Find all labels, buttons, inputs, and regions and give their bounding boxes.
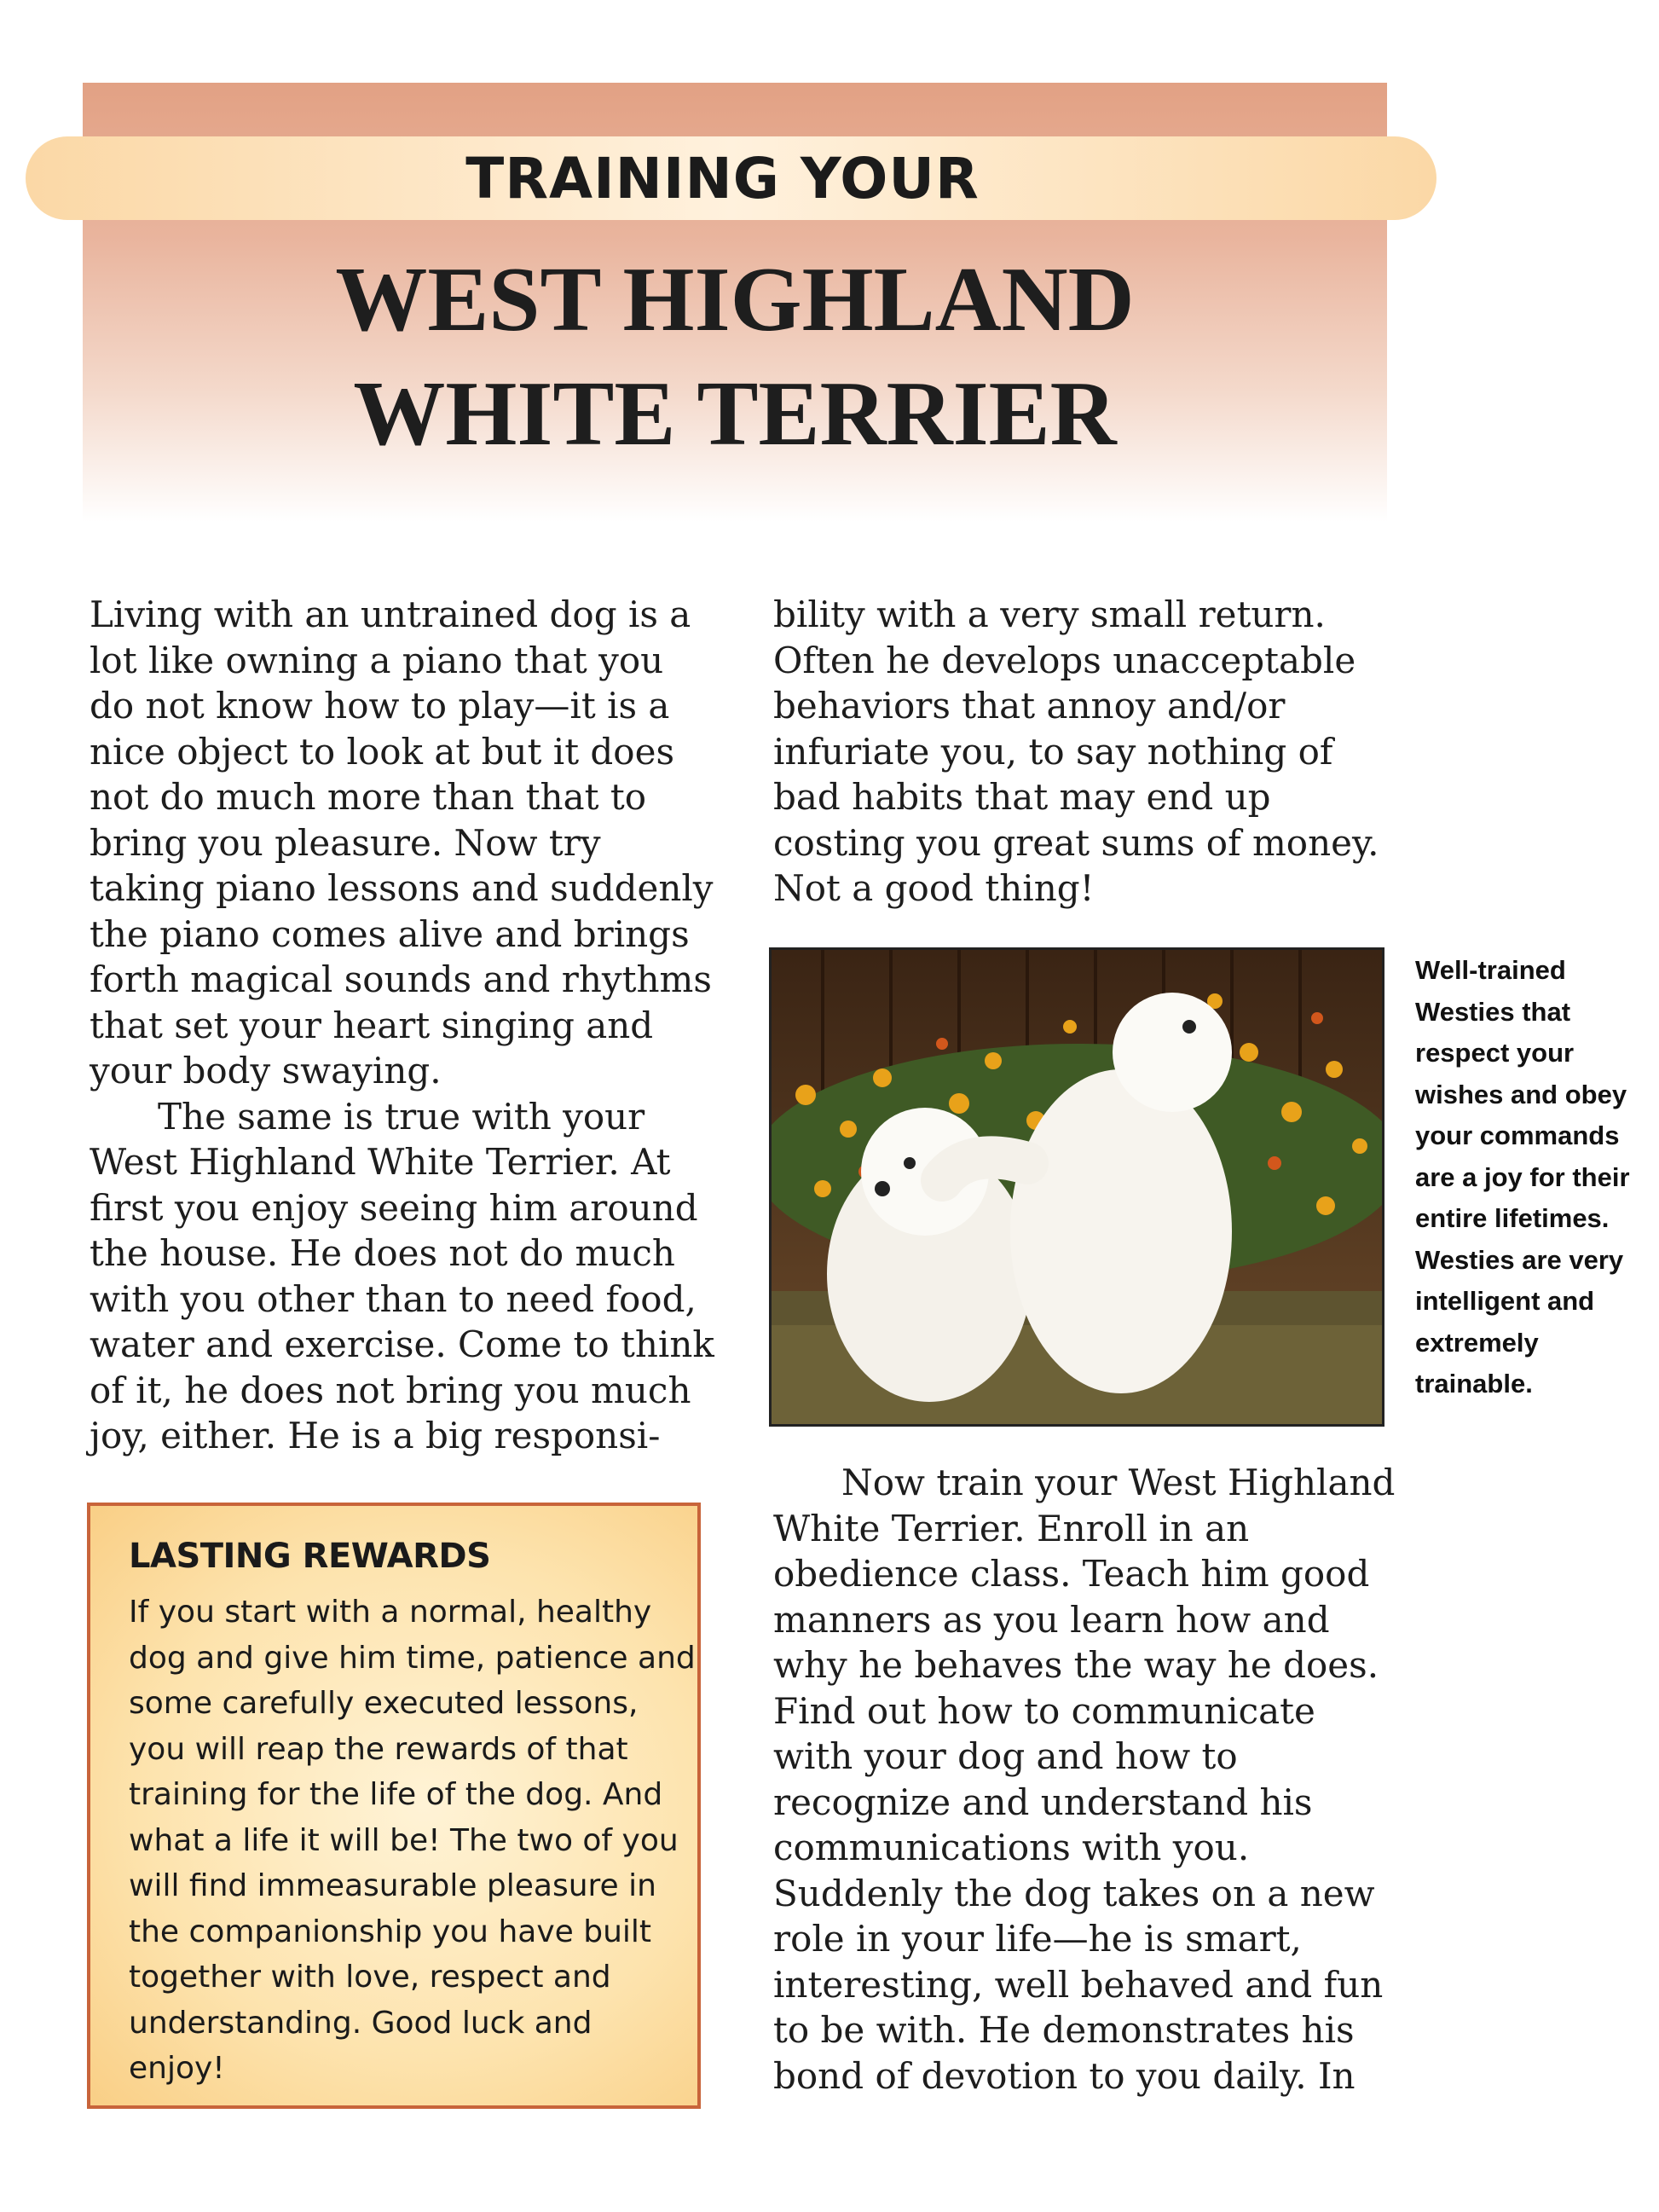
text-line: behaviors that annoy and/or [773,685,1286,727]
text-line: the companionship you have built [129,1914,652,1949]
text-line: your commands [1415,1120,1620,1150]
text-line: that set your heart singing and [90,1004,654,1046]
text-line: what a life it will be! The two of you [129,1822,679,1858]
text-line: Well-trained [1415,955,1566,985]
text-line: entire lifetimes. [1415,1203,1610,1233]
text-line: forth magical sounds and rhythms [90,958,712,1000]
text-line: taking piano lessons and suddenly [90,867,714,909]
text-line: bring you pleasure. Now try [90,821,601,864]
text-line: first you enjoy seeing him around [90,1186,698,1229]
text-line: are a joy for their [1415,1161,1630,1192]
text-line: Not a good thing! [773,867,1095,909]
westie-photo [769,947,1384,1427]
text-line: Often he develops unacceptable [773,639,1356,681]
sidebar-title: LASTING REWARDS [129,1537,491,1576]
text-line: some carefully executed lessons, [129,1686,639,1721]
text-line: with your dog and how to [773,1735,1238,1777]
text-line: West Highland White Terrier. At [90,1141,671,1183]
text-line: training for the life of the dog. And [129,1777,663,1812]
title-line: WEST HIGHLAND [335,249,1135,350]
text-line: extremely [1415,1327,1539,1358]
text-line: role in your life—he is smart, [773,1918,1302,1960]
text-line: nice object to look at but it does [90,730,675,773]
text-line: do not know how to play—it is a [90,685,670,727]
text-line: water and exercise. Come to think [90,1323,714,1365]
text-line: obedience class. Teach him good [773,1553,1370,1595]
text-line: dog and give him time, patience and [129,1640,696,1676]
text-line: White Terrier. Enroll in an [773,1507,1250,1549]
text-line: trainable. [1415,1369,1533,1398]
text-line: lot like owning a piano that you [90,639,664,681]
text-line: Westies are very [1415,1244,1624,1275]
lasting-rewards-box [87,1503,701,2109]
text-line: of it, he does not bring you much [90,1369,691,1411]
text-line: not do much more than that to [90,776,647,818]
text-line: bond of devotion to you daily. In [773,2054,1356,2097]
text-line: Find out how to communicate [773,1689,1315,1732]
sidebar-text [129,1590,696,2092]
text-line: to be with. He demonstrates his [773,2009,1355,2051]
text-line: joy, either. He is a big responsi- [90,1415,661,1456]
text-line: Now train your West Highland [841,1462,1396,1503]
text-line: your body swaying. [90,1050,442,1092]
text-line: wishes and obey [1415,1079,1627,1109]
paragraph [90,1094,712,1459]
text-line: with you other than to need food, [90,1277,697,1320]
westie-photo-icon [772,950,1382,1424]
text-line: you will reap the rewards of that [129,1731,628,1767]
text-line: the house. He does not do much [90,1232,675,1274]
text-line: respect your [1415,1038,1575,1068]
text-line: If you start with a normal, healthy [129,1595,652,1630]
photo-caption [1415,950,1645,1405]
text-line: the piano comes alive and brings [90,912,690,955]
text-line: intelligent and [1415,1286,1595,1316]
text-line: will find immeasurable pleasure in [129,1868,656,1903]
pretitle-ribbon [26,136,1436,220]
paragraph [90,592,712,1094]
text-line: Suddenly the dog takes on a new [773,1872,1375,1914]
text-line: communications with you. [773,1827,1250,1868]
page-title [83,243,1387,472]
left-column [90,592,712,1459]
text-line: Living with an untrained dog is a [90,594,691,635]
text-line: together with love, respect and [129,1960,611,1995]
text-line: costing you great sums of money. [773,821,1379,864]
text-line: infuriate you, to say nothing of [773,730,1333,773]
text-line: enjoy! [129,2051,225,2086]
right-column-bottom [773,1460,1404,2099]
text-line: why he behaves the way he does. [773,1644,1379,1686]
text-line: The same is true with your [158,1095,645,1138]
text-line: bility with a very small return. [773,594,1326,635]
text-line: manners as you learn how and [773,1598,1330,1641]
right-column-top [773,592,1404,912]
text-line: Westies that [1415,996,1571,1027]
text-line: bad habits that may end up [773,776,1271,818]
pretitle: TRAINING YOUR [465,145,980,211]
text-line: interesting, well behaved and fun [773,1963,1384,2006]
text-line: understanding. Good luck and [129,2005,592,2041]
text-line: recognize and understand his [773,1781,1313,1823]
title-line: WHITE TERRIER [353,363,1117,465]
